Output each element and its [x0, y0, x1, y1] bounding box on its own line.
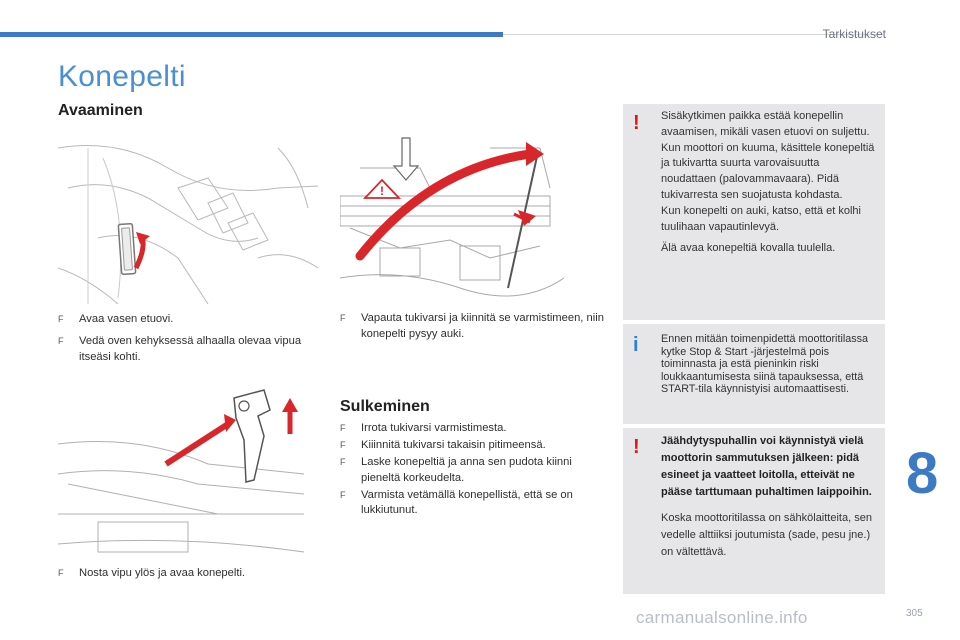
- closing-step: F Irrota tukivarsi varmistimesta.: [340, 421, 602, 437]
- closing-step: F Laske konepeltiä ja anna sen pudota kiinni pieneltä korkeudelta.: [340, 456, 572, 484]
- bullet-glyph: F: [58, 314, 64, 324]
- warning-note-safety: [623, 104, 885, 320]
- closing-step: F Kiiinnitä tukivarsi takaisin pitimeensä.: [340, 438, 602, 454]
- info-note-text: Ennen mitään toimenpidettä moottoritilassa kytke Stop & Start -järjestelmä pois toiminnasta ja estä pieninkin riski loukkaantumisesta siinä tapauksessa, että START-tila käynnistyisi automaattisesti.: [661, 333, 869, 396]
- step-pull-lever: F Vedä oven kehyksessä alhaalla olevaa vipua itseäsi kohti.: [58, 335, 302, 363]
- bullet-glyph: F: [340, 489, 346, 500]
- photo-front-hood-lever: [58, 384, 304, 556]
- closing-heading: Sulkeminen: [340, 398, 430, 415]
- photo-interior-release-lever: [58, 128, 318, 304]
- chapter-number: 8: [906, 441, 939, 506]
- closing-step: F Varmista vetämällä konepellistä, että se on lukkiutunut.: [340, 488, 573, 516]
- svg-text:!: !: [380, 184, 384, 198]
- info-note-stop-start: [623, 324, 885, 424]
- page-title: Konepelti: [58, 60, 186, 93]
- bullet-glyph: F: [58, 336, 64, 346]
- opening-heading: Avaaminen: [58, 102, 143, 119]
- warning-icon: !: [633, 112, 640, 134]
- engine-prop-illustration: [340, 128, 564, 304]
- bullet-glyph: F: [340, 423, 346, 433]
- info-icon: i: [633, 334, 639, 356]
- photo-engine-prop-rod: [340, 128, 564, 304]
- front-lever-illustration: [58, 384, 304, 556]
- step-prop-rod: F Vapauta tukivarsi ja kiinnitä se varmistimeen, niin konepelti pysyy auki.: [340, 312, 604, 340]
- bullet-glyph: F: [340, 457, 346, 467]
- warning-note-text: Sisäkytkimen paikka estää konepellin avaamisen, mikäli vasen etuovi on suljettu. Kun moottori on kuuma, käsittele konepeltiä ja tukivartta suurta varovaisuutta noudattaen (palovammavaara). Pidä tukivarresta sen suojatusta kohdasta. Kun konepelti on auki, katso, että et kolhi tuulihaan vapautinlevyä. Älä avaa konepeltiä kovalla tuulella.: [661, 110, 875, 255]
- step-open-door: F Avaa vasen etuovi.: [58, 312, 329, 328]
- warning-fan-text: Jäähdytyspuhallin voi käynnistyä vielä moottorin sammutuksen jälkeen: pidä esineet ja vaatteet loitolla, etteivät ne pääse tarttumaan puhaltimen laippoihin. Koska moottoritilassa on sähkölaitteita, sen vedelle alttiiksi joutumista (sade, pesu jne.) on vältettävä.: [661, 435, 872, 558]
- closing-steps: [340, 421, 602, 520]
- bullet-glyph: F: [58, 568, 64, 578]
- section-title: Tarkistukset: [822, 27, 886, 41]
- header-accent-bar: [0, 32, 503, 37]
- step-lift-lever: F Nosta vipu ylös ja avaa konepelti.: [58, 566, 329, 582]
- page-number: 305: [906, 608, 923, 619]
- warning-note-fan: [623, 428, 885, 594]
- watermark: carmanualsonline.info: [636, 608, 808, 627]
- bullet-glyph: F: [340, 313, 346, 323]
- warning-icon: !: [633, 436, 640, 458]
- interior-lever-illustration: [58, 128, 318, 304]
- bullet-glyph: F: [340, 440, 346, 450]
